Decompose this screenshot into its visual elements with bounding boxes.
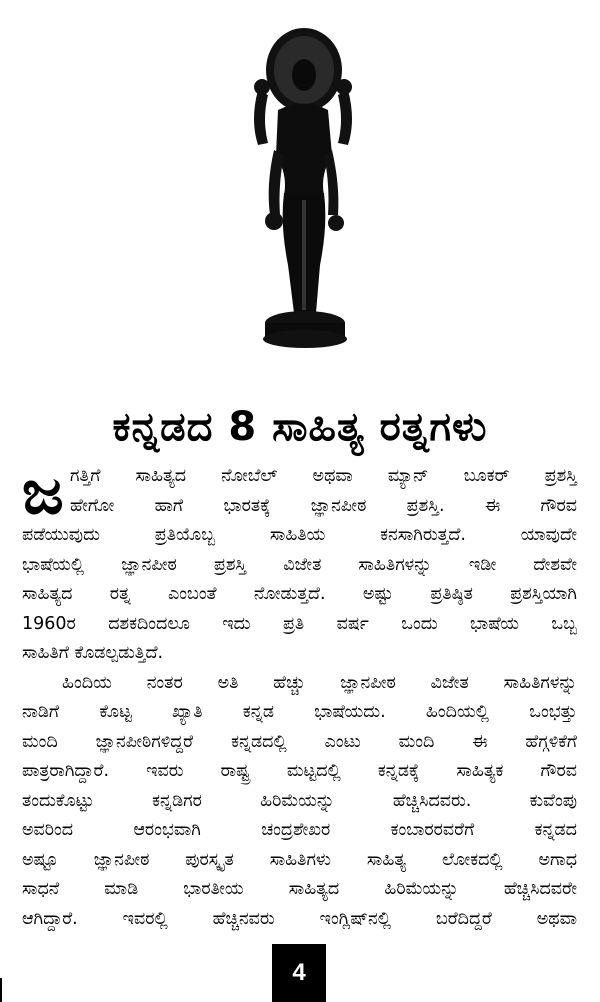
page-edge-mark xyxy=(0,978,2,1002)
text-line: ಸಾಹಿತಿಗೆ ಕೊಡಲ್ಪಡುತ್ತಿದೆ. xyxy=(22,643,164,663)
text-line: ಸಾಧನೆ ಮಾಡಿ ಭಾರತೀಯ ಸಾಹಿತ್ಯದ ಹಿರಿಮೆಯನ್ನು ಹೆಚ್ಚಿಸಿದವರೇ xyxy=(22,879,577,899)
text-line: ನಾಡಿಗೆ ಕೊಟ್ಟ ಖ್ಯಾತಿ ಕನ್ನಡ ಭಾಷೆಯದು. ಹಿಂದಿಯಲ್ಲಿ ಒಂಭತ್ತು xyxy=(22,702,577,722)
text-line: ಸಾಹಿತ್ಯದ ರತ್ನ ಎಂಬಂತೆ ನೋಡುತ್ತದೆ. ಅಷ್ಟು ಪ್ರತಿಷ್ಠಿತ ಪ್ರಶಸ್ತಿಯಾಗಿ xyxy=(22,584,577,604)
text-line: ಅವರಿಂದ ಆರಂಭವಾಗಿ ಚಂದ್ರಶೇಖರ ಕಂಬಾರರವರೆಗೆ ಕನ್ನಡದ xyxy=(22,820,577,840)
text-line: 1960ರ ದಶಕದಿಂದಲೂ ಇದು ಪ್ರತಿ ವರ್ಷ ಒಂದು ಭಾಷೆಯ ಒಬ್ಬ xyxy=(22,613,577,634)
text-line: ಮಂದಿ ಜ್ಞಾನಪೀಠಿಗಳಿದ್ದರೆ ಕನ್ನಡದಲ್ಲಿ ಎಂಟು ಮಂದಿ ಈ ಹೆಗ್ಗಳಿಕೆಗೆ xyxy=(22,731,577,752)
text-line: ಅಷ್ಟೂ ಜ್ಞಾನಪೀಠ ಪುರಸ್ಕೃತ ಸಾಹಿತಿಗಳು ಸಾಹಿತ್ಯ ಲೋಕದಲ್ಲಿ ಅಗಾಧ xyxy=(22,849,577,870)
drop-cap: ಜ xyxy=(22,455,64,528)
text-line: ಗತ್ತಿಗೆ ಸಾಹಿತ್ಯದ ನೋಬೆಲ್ ಅಥವಾ ಮ್ಯಾನ್ ಬೂಕರ್ ಪ್ರಶಸ್ತಿ xyxy=(70,466,577,486)
text-line: ಆಗಿದ್ದಾರೆ. ಇವರಲ್ಲಿ ಹೆಚ್ಚಿನವರು ಇಂಗ್ಲಿಷ್‌ನಲ್ಲಿ ಬರೆದಿದ್ದರೆ ಅಥವಾ xyxy=(22,908,577,929)
page-number-badge xyxy=(272,944,326,1002)
deity-statue-image xyxy=(240,25,365,350)
paragraph-1 xyxy=(22,455,577,669)
text-line: ತಂದುಕೊಟ್ಟು ಕನ್ನಡಿಗರ ಹಿರಿಮೆಯನ್ನು ಹೆಚ್ಚಿಸಿದವರು. ಕುವೆಂಪು xyxy=(22,790,577,811)
text-line: ಭಾಷೆಯಲ್ಲಿ ಜ್ಞಾನಪೀಠ ಪ್ರಶಸ್ತಿ ವಿಜೇತ ಸಾಹಿತಿಗಳನ್ನು ಇಡೀ ದೇಶವೇ xyxy=(22,554,577,575)
text-line: ಹೇಗೋ ಹಾಗೆ ಭಾರತಕ್ಕೆ ಜ್ಞಾನಪೀಠ ಪ್ರಶಸ್ತಿ. ಈ ಗೌರವ xyxy=(70,495,577,516)
article-body xyxy=(22,455,577,934)
page-title: ಕನ್ನಡದ 8 ಸಾಹಿತ್ಯ ರತ್ನಗಳು xyxy=(112,403,488,450)
statue-illustration-icon xyxy=(240,25,365,350)
paragraph-2 xyxy=(22,669,577,935)
page-number: 4 xyxy=(292,959,306,986)
text-line: ಹಿಂದಿಯ ನಂತರ ಅತಿ ಹೆಚ್ಚು ಜ್ಞಾನಪೀಠ ವಿಜೇತ ಸಾಹಿತಿಗಳನ್ನು xyxy=(62,672,577,693)
text-line: ಪಡೆಯುವುದು ಪ್ರತಿಯೊಬ್ಬ ಸಾಹಿತಿಯ ಕನಸಾಗಿರುತ್ತದೆ. ಯಾವುದೇ xyxy=(22,525,577,545)
text-line: ಪಾತ್ರರಾಗಿದ್ದಾರೆ. ಇವರು ರಾಷ್ಟ್ರ ಮಟ್ಟದಲ್ಲಿ ಕನ್ನಡಕ್ಕೆ ಸಾಹಿತ್ಯಕ ಗೌರವ xyxy=(22,761,577,781)
